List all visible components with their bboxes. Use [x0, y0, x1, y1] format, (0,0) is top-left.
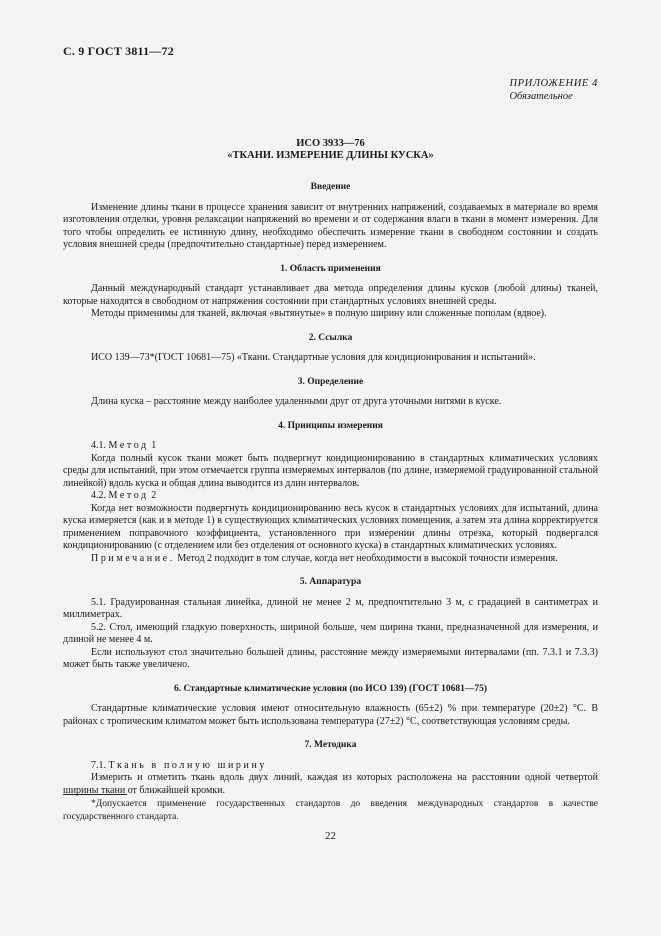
doc-number: ИСО 3933—76 — [296, 138, 365, 149]
section-5-para-3: Если используют стол значительно большей длины, расстояние между измеряемыми интервалами (пп. 7.3.1 и 7.3.3) может быть также увеличено. — [63, 646, 598, 670]
section-2-heading: 2. Ссылка — [308, 332, 353, 343]
appendix-label — [509, 77, 598, 103]
section-5-para-1: 5.1. Градуированная стальная линейка, длиной не менее 2 м, предпочтительно 3 м, с градацией в сантиметрах и миллиметрах. — [63, 596, 598, 620]
section-3-para-1: Длина куска – расстояние между наиболее удаленными друг от друга уточными нитями в куске. — [91, 396, 502, 407]
note: Примечание. Метод 2 подходит в том случае, когда нет необходимости в высокой точности измерения. — [91, 552, 558, 564]
method-1-label: 4.1. Метод 1 — [91, 440, 157, 451]
section-1-para-2: Методы применимы для тканей, включая «вытянутые» в полную ширину или сложенные пополам (вдвое). — [91, 308, 547, 319]
running-header: С. 9 ГОСТ 3811—72 — [63, 44, 174, 58]
intro-heading: Введение — [310, 182, 351, 192]
appendix-status: Обязательное — [509, 91, 573, 102]
doc-title: «ТКАНИ. ИЗМЕРЕНИЕ ДЛИНЫ КУСКА» — [227, 150, 434, 161]
section-6-heading: 6. Стандартные климатические условия (по ИСО 139) (ГОСТ 10681—75) — [173, 683, 488, 694]
section-5-para-2: 5.2. Стол, имеющий гладкую поверхность, шириной больше, чем ширина ткани, предназначенной для измерения, и длиной не менее 4 м. — [63, 621, 598, 645]
section-4-heading: 4. Принципы измерения — [278, 420, 383, 431]
section-2-para-1: ИСО 139—73*(ГОСТ 10681—75) «Ткани. Стандартные условия для кондиционирования и испытаний». — [91, 352, 536, 363]
footnote-divider — [63, 794, 127, 795]
section-6-para-1: Стандартные климатические условия имеют относительную влажность (65±2) % при температуре (20±2) °С. В районах с тропическим климатом может быть использована температура (27±2) °С, соответствующая условиям среды. — [63, 703, 598, 727]
document-body — [63, 138, 598, 797]
intro-text: Изменение длины ткани в процессе хранения зависит от внутренних напряжений, создаваемых в материале во время изготовления отделки, уровня релаксации напряжений во времени и от содержания влаги в ткани в момент измерения. Для того чтобы определить ее истинную длину, необходимо обеспечить измерение ткани в свободном состоянии и создать условия внешней среды (предпочтительно стандартные) перед измерением. — [63, 201, 598, 250]
item-7-1-text: Измерить и отметить ткань вдоль двух линий, каждая из которых расположена на расстоянии одной четвертой ширины ткани от ближайшей кромки. — [63, 772, 598, 796]
method-2-label: 4.2. Метод 2 — [91, 490, 157, 501]
method-2-text: Когда нет возможности подвергнуть кондиционированию весь кусок в стандартных условиях для испытаний, длина куска измеряется (как и в методе 1) в существующих климатических условиях помещения, а затем эта длина корректируется применением поправочного коэффициента, установленного при измерении длины отрезка, который подвергался кондиционированию (с отделением или без отделения от основного куска) в стандартных климатических условиях. — [63, 502, 598, 551]
section-5-heading: 5. Аппаратура — [299, 577, 362, 587]
section-3-heading: 3. Определение — [297, 376, 364, 387]
item-7-1-label: 7.1. Ткань в полную ширину — [91, 759, 268, 771]
section-7-heading: 7. Методика — [304, 740, 357, 750]
appendix-number: ПРИЛОЖЕНИЕ 4 — [509, 78, 598, 89]
method-1-text: Когда полный кусок ткани может быть подвергнут кондиционированию в стандартных климатических условиях среды для испытаний, при этом отмечается группа измеряемых интервалов (по длине, измеряемой градуированной стальной линейкой) вдоль куска и общая длина выводится из длин интервалов. — [63, 452, 598, 489]
section-1-para-1: Данный международный стандарт устанавливает два метода определения длины кусков (любой длины) тканей, которые находятся в свободном от напряжения состоянии при стандартных условиях внешней среды. — [63, 283, 598, 307]
section-1-heading: 1. Область применения — [280, 263, 381, 274]
page-number: 22 — [325, 830, 336, 842]
footnote: *Допускается применение государственных стандартов до введения международных стандартов в качестве государственного стандарта. — [63, 799, 598, 822]
